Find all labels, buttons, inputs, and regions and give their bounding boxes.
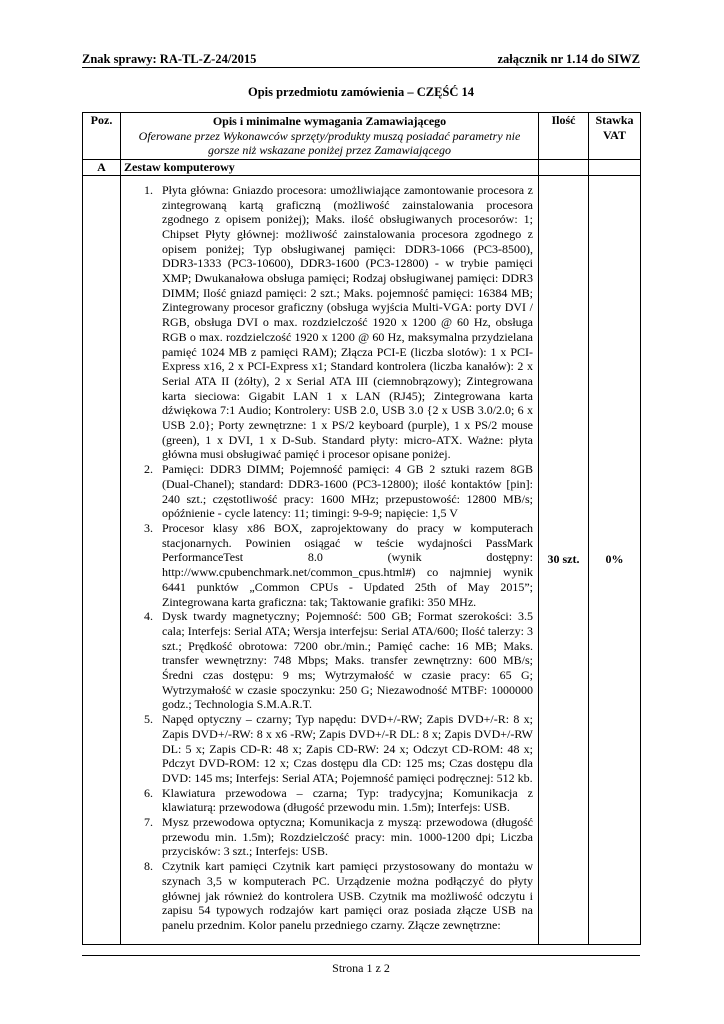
header-vat: Stawka VAT [589,113,641,160]
header-description-main: Opis i minimalne wymagania Zamawiającego [212,114,447,128]
case-number: Znak sprawy: RA-TL-Z-24/2015 [82,52,257,66]
row-position: A [83,160,121,176]
table-row [83,175,641,944]
row-item-name: Zestaw komputerowy [121,160,539,176]
list-item [121,815,538,859]
list-item-number: 2. [144,462,153,477]
list-item [121,521,538,609]
table-header-row [83,113,641,160]
list-item-text: Napęd optyczny – czarny; Typ napędu: DVD+/-RW; Zapis DVD+/-R: 8 x; Zapis DVD+/-RW: 8 x x6 -RW; Zapis DVD+/-R DL: 8 x; Zapis DVD+/-RW DL: 5 x; Zapis CD-R: 48 x; Zapis CD-RW: 24 x; Odczyt CD-ROM: 48 x; Pdczyt DVD-ROM: 12 x; Czas dostępu dla CD: 125 ms; Czas dostępu dla DVD: 145 ms; Interfejs: Serial ATA; Pojemność pamięci podręcznej: 512 kb. [162,712,533,785]
list-item [121,462,538,521]
list-item-number: 5. [144,712,153,727]
list-item-text: Płyta główna: Gniazdo procesora: umożliwiające zamontowanie procesora z zintegrowaną kartą graficzną (możliwość zainstalowania procesora zgodnego z opisem poniżej); Maks. ilość obsługiwanych procesorów: 1; Chipset Płyty głównej: możliwość zainstalowania procesora zgodnego z opisem poniżej; Typ obsługiwanej pamięci: DDR3-1066 (PC3-8500), DDR3-1333 (PC3-10600), DDR3-1600 (PC3-12800) - w trybie pamięci XMP; Dwukanałowa obsługa pamięci; Rodzaj obsługiwanej pamięci: DDR3 DIMM; Ilość gniazd pamięci: 2 szt.; Maks. pojemność pamięci: 16384 MB; Zintegrowany procesor graficzny (obsługa wyjścia Multi-VGA: porty DVI / RGB, obsługa DVI o max. rozdzielczość 1920 x 1200 @ 60 Hz, obsługa RGB o max. rozdzielczość 1920 x 1200 @ 60 Hz, maksymalna przydzielana pamięć 1024 MB z pamięci RAM); Złącza PCI-E (liczba slotów): 1 x PCI-Express x16, 2 x PCI-Express x1; Standard kontrolera (liczba kanałów): 2 x Serial ATA II (żółty), 2 x Serial ATA III (ciemnobrązowy); Zintegrowana karta sieciowa: Gigabit LAN 1 x LAN (RJ45); Zintegrowana karta dźwiękowa 7:1 Audio; Kontrolery: USB 2.0, USB 3.0 {2 x USB 3.0/2.0; 6 x USB 2.0}; Porty zewnętrzne: 1 x PS/2 keyboard (purple), 1 x PS/2 mouse (green), 1 x DVI, 1 x D-Sub. Standard płyty: micro-ATX. Ważne: płyta główna musi obsługiwać pamięć i procesor opisane poniżej. [162,182,533,462]
header-divider [82,67,640,68]
list-item-text: Mysz przewodowa optyczna; Komunikacja z myszą: przewodowa (długość przewodu min. 1.5m); Rozdzielczość pracy: min. 1000-1200 dpi; Liczba przycisków: 3 szt.; Interfejs: USB. [162,815,533,859]
row-empty-cell [83,175,121,944]
spec-list-cell [121,175,539,944]
list-item-number: 7. [144,815,153,830]
list-item [121,859,538,933]
list-item-text: Klawiatura przewodowa – czarna; Typ: tradycyjna; Komunikacja z klawiaturą: przewodowa (długość przewodu min. 1.5m); Interfejs: USB. [162,785,533,815]
list-item [121,183,538,462]
row-empty-cell [539,160,589,176]
header-description-sub: Oferowane przez Wykonawców sprzęty/produkty muszą posiadać parametry nie gorsze niż wskazane poniżej przez Zamawiającego [138,128,521,158]
list-item-text: Czytnik kart pamięci Czytnik kart pamięci przystosowany do montażu w szynach 3,5 w komputerach PC. Urządzenie można podłączyć do płyty głównej jak również do kontrolera USB. Czytnik ma możliwość odczytu i zapisu 54 typowych rodzajów kart pamięci oraz posiada złącze USB na panelu przednim. Kolor panelu przedniego czarny. Złącze zewnętrzne: [162,859,533,932]
list-item-number: 1. [144,182,153,197]
spec-list [121,183,538,933]
list-item [121,712,538,786]
page-number: Strona 1 z 2 [332,961,390,975]
list-item-number: 6. [144,785,153,800]
document-title: Opis przedmiotu zamówienia – CZĘŚĆ 14 [247,85,475,99]
attachment-label: załącznik nr 1.14 do SIWZ [497,52,640,66]
list-item-number: 8. [144,859,153,874]
header-description [121,113,539,160]
vat-value: 0% [589,175,641,944]
header-poz: Poz. [83,113,121,160]
list-item-text: Pamięci: DDR3 DIMM; Pojemność pamięci: 4 GB 2 sztuki razem 8GB (Dual-Chanel); standard: DDR3-1600 (PC3-12800); ilość kontaktów [pin]: 240 szt.; częstotliwość pracy: 1600 MHz; przepustowość: 12800 MB/s; opóźnienie - cycle latency: 11; timingi: 9-9-9; napięcie: 1,5 V [162,462,533,521]
list-item-number: 4. [144,609,153,624]
list-item [121,786,538,815]
row-empty-cell [589,160,641,176]
table-row [83,160,641,176]
header-quantity: Ilość [539,113,589,160]
list-item-text: Dysk twardy magnetyczny; Pojemność: 500 GB; Format szerokości: 3.5 cala; Interfejs: Serial ATA; Wersja interfejsu: Serial ATA/600; Ilość talerzy: 3 szt.; Prędkość obrotowa: 7200 obr./min.; Pamięć cache: 16 MB; Maks. transfer wewnętrzny: 748 Mbps; Maks. transfer zewnętrzny: 600 MB/s; Średni czas dostępu: 9 ms; Wytrzymałość w czasie pracy: 65 G; Wytrzymałość w czasie spoczynku: 250 G; Niezawodność MTBF: 1000000 godz.; Technologia S.M.A.R.T. [162,609,533,712]
list-item [121,609,538,712]
quantity-value: 30 szt. [539,175,589,944]
list-item-number: 3. [144,520,153,535]
list-item-text: Procesor klasy x86 BOX, zaprojektowany do pracy w komputerach stacjonarnych. Powinien osiągać w teście wydajności PassMark PerformanceTest 8.0 (wynik dostępny: http://www.cpubenchmark.net/common_cpus.html#) co najmniej wynik 6441 punktów „Common CPUs - Updated 25th of May 2015”; Zintegrowana karta graficzna: tak; Taktowanie grafiki: 350 MHz. [162,520,533,609]
footer-divider [82,955,640,956]
specification-table [82,112,641,945]
